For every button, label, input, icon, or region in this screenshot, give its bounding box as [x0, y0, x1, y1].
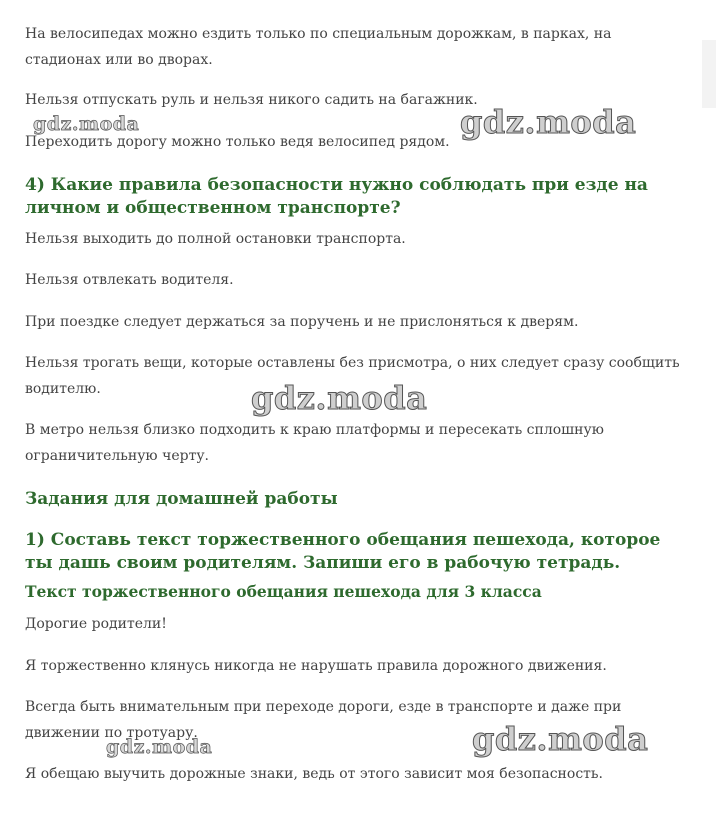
question-4-heading: 4) Какие правила безопасности нужно соблюдать при езде на личном и общественном транспорте? — [25, 175, 648, 218]
watermark-logo-middle: gdz.moda — [251, 379, 428, 417]
paragraph-attentive: Всегда быть внимательным при переходе дороги, езде в транспорте и даже при движении по тротуару. — [25, 699, 622, 741]
homework-section-title: Задания для домашней работы — [25, 489, 338, 509]
paragraph-unattended-items: Нельзя трогать вещи, которые оставлены без присмотра, о них следует сразу сообщить водителю. — [25, 355, 680, 397]
paragraph-metro-platform: В метро нельзя близко подходить к краю платформы и пересекать сплошную ограничительную черту. — [25, 422, 604, 464]
paragraph-handrail: При поездке следует держаться за поручень и не прислоняться к дверям. — [25, 314, 579, 330]
watermark-logo-top-right: gdz.moda — [460, 103, 637, 141]
paragraph-dear-parents: Дорогие родители! — [25, 616, 167, 632]
paragraph-road-signs: Я обещаю выучить дорожные знаки, ведь от этого зависит моя безопасность. — [25, 766, 603, 782]
paragraph-crossing-road: Переходить дорогу можно только ведя велосипед рядом. — [25, 134, 450, 150]
paragraph-bicycle-paths: На велосипедах можно ездить только по специальным дорожкам, в парках, на стадионах или во дворах. — [25, 26, 612, 68]
paragraph-driver: Нельзя отвлекать водителя. — [25, 272, 234, 288]
watermark-logo-small-bottom: gdz.moda — [106, 736, 213, 758]
paragraph-full-stop: Нельзя выходить до полной остановки транспорта. — [25, 231, 406, 247]
paragraph-oath: Я торжественно клянусь никогда не нарушать правила дорожного движения. — [25, 658, 607, 674]
paragraph-handlebar: Нельзя отпускать руль и нельзя никого садить на багажник. — [25, 92, 478, 108]
watermark-logo-bottom-right: gdz.moda — [472, 720, 649, 758]
promise-subtitle: Текст торжественного обещания пешехода для 3 класса — [25, 582, 542, 601]
watermark-logo-small-top: gdz.moda — [33, 113, 140, 135]
task-1-heading: 1) Составь текст торжественного обещания пешехода, которое ты дашь своим родителям. Запиши его в рабочую тетрадь. — [25, 530, 661, 573]
page-edge-strip — [702, 40, 716, 108]
